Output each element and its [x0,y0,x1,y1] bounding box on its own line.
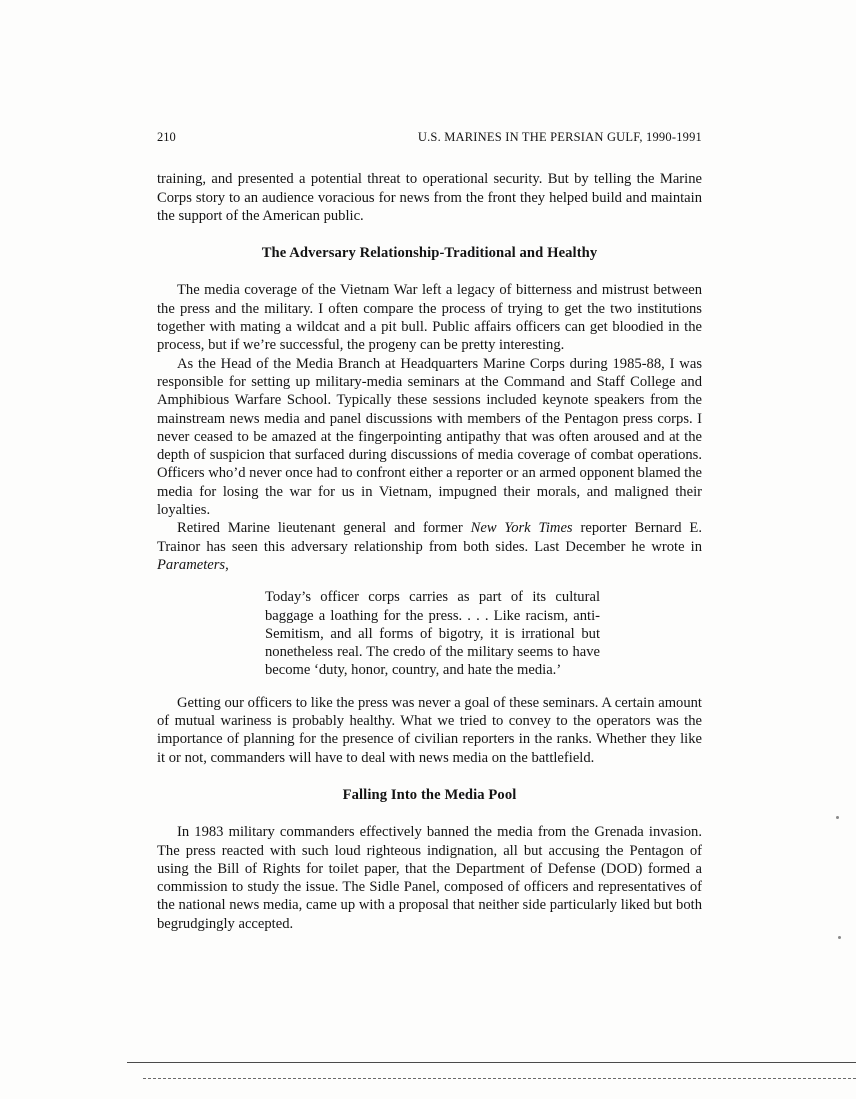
running-title: U.S. MARINES IN THE PERSIAN GULF, 1990-1991 [417,130,702,144]
italic-publication-title: New York Times [470,520,573,537]
section-heading-media-pool: Falling Into the Media Pool [342,786,517,803]
scan-artifact-line [127,1062,856,1063]
paragraph-text: , [225,556,229,573]
scan-speck [838,936,841,939]
text-block [157,128,702,933]
scan-artifact-line [143,1078,856,1079]
paragraph: The media coverage of the Vietnam War left a legacy of bitterness and mistrust between the press and the military. I often compare the process of trying to get the two institutions together with mating a wildcat and a pit bull. Public affairs officers can get bloodied in the process, but if we’re successful, the progeny can be pretty interesting. [157,282,702,354]
paragraph: In 1983 military commanders effectively banned the media from the Grenada invasion. The press reacted with such loud righteous indignation, all but accusing the Pentagon of using the Bill of Rights for toilet paper, that the Department of Defense (DOD) formed a commission to study the issue. The Sidle Panel, composed of officers and representatives of the national news media, came up with a proposal that neither side particularly liked but both begrudgingly accepted. [157,824,702,932]
page-header [157,128,702,146]
paragraph: Getting our officers to like the press was never a goal of these seminars. A certain amount of mutual wariness is probably healthy. What we tried to convey to the operators was the importance of planning for the presence of civilian reporters in the ranks. Whether they like it or not, commanders will have to deal with news media on the battlefield. [157,694,702,766]
section-heading-adversary-relationship: The Adversary Relationship-Traditional and Healthy [261,245,598,262]
paragraph [157,519,702,574]
paragraph-text: Retired Marine lieutenant general and former [177,520,471,537]
scan-speck [836,816,839,819]
paragraph-text: reporter Bernard E. Trainor has seen this adversary relationship from both sides. Last December he wrote in [157,520,702,555]
paragraph: As the Head of the Media Branch at Headquarters Marine Corps during 1985-88, I was responsible for setting up military-media seminars at the Command and Staff College and Amphibious Warfare School. Typically these sessions included keynote speakers from the mainstream news media and panel discussions with members of the Pentagon press corps. I never ceased to be amazed at the fingerpointing antipathy that was often aroused and at the depth of suspicion that surfaced during discussions of media coverage of combat operations. Officers who’d never once had to confront either a reporter or an armed opponent blamed the media for losing the war for us in Vietnam, impugned their morals, and maligned their loyalties. [157,355,702,519]
italic-publication-title: Parameters [157,556,226,573]
page-number: 210 [157,130,176,144]
paragraph-continuation: training, and presented a potential threat to operational security. But by telling the Marine Corps story to an audience voracious for news from the front they helped build and maintain the support of the American public. [157,171,702,224]
block-quote: Today’s officer corps carries as part of its cultural baggage a loathing for the press. . . . Like racism, anti-Semitism, and all forms of bigotry, it is irrational but nonetheless real. The credo of the military seems to have become ‘duty, honor, country, and hate the media.’ [265,589,600,679]
